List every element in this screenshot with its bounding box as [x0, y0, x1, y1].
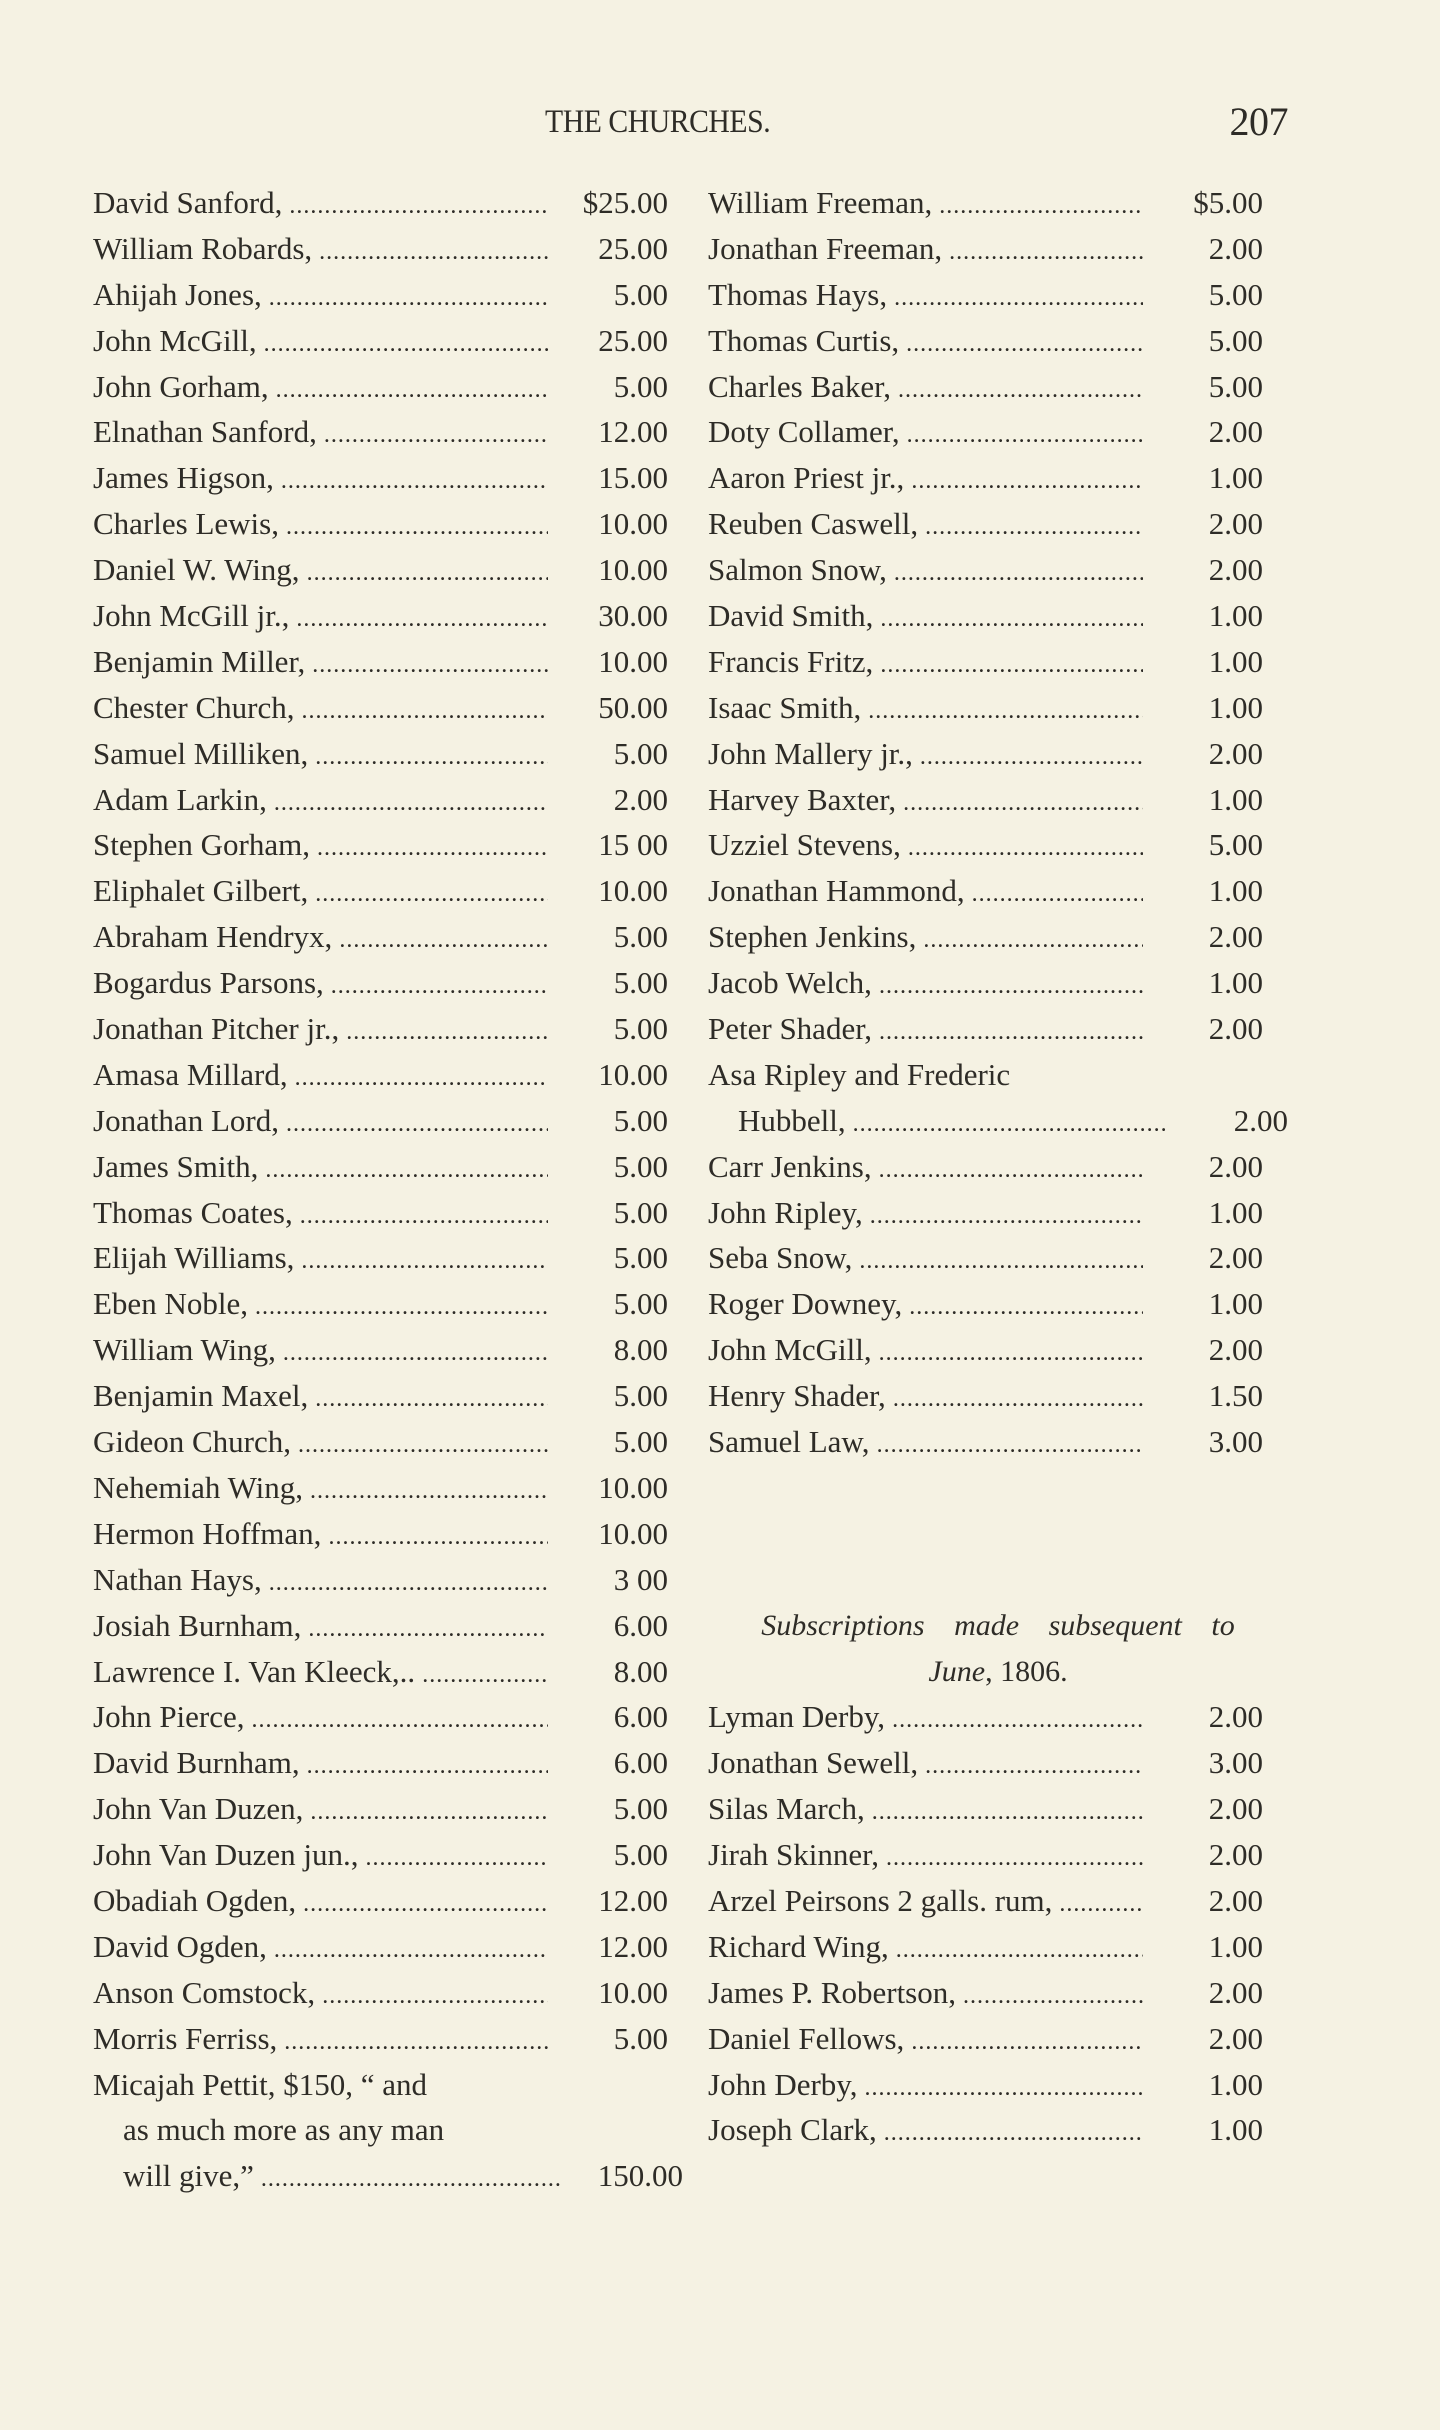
subscriber-name: John Ripley, ..... — [708, 1190, 1143, 1240]
subscription-amount: $25.00 — [582, 185, 668, 220]
subscriber-name: James Higson, ..... — [93, 455, 548, 505]
subscription-amount: 10.00 — [598, 1469, 668, 1505]
subscriber-name: Elijah Williams, ..... — [93, 1235, 548, 1285]
subscription-amount: 50.00 — [598, 689, 668, 725]
subscriber-name: William Freeman, ..... — [708, 180, 1143, 230]
subscriber-name: Henry Shader, ..... — [708, 1373, 1143, 1423]
subscription-amount: 2.00 — [1208, 552, 1263, 588]
subscriber-name: Nathan Hays, ..... — [93, 1557, 548, 1607]
subscription-amount: 5.00 — [1208, 276, 1263, 312]
subscription-amount: 5.00 — [613, 919, 668, 955]
subscriber-name: David Sanford, ..... — [93, 180, 548, 230]
subscription-amount: 2.00 — [1208, 1148, 1263, 1184]
subscription-row — [93, 685, 683, 731]
subscriber-name: Thomas Curtis, ..... — [708, 318, 1143, 368]
subscription-row — [93, 1190, 683, 1236]
subscription-amount: 12.00 — [598, 1928, 668, 1964]
subscription-amount: 12.00 — [598, 414, 668, 450]
right-column — [708, 180, 1288, 2153]
subscriber-name: Doty Collamer, ..... — [708, 409, 1143, 459]
subscription-row — [93, 272, 683, 318]
subscriber-name: David Ogden, ..... — [93, 1924, 548, 1974]
subscriber-name: John McGill, ..... — [708, 1327, 1143, 1377]
subscription-amount: 6.00 — [613, 1607, 668, 1643]
subscriber-name: Francis Fritz, ..... — [708, 639, 1143, 689]
subscriber-name: Chester Church, ..... — [93, 685, 548, 735]
subscription-amount: 5.00 — [1208, 827, 1263, 863]
subscription-row — [93, 1419, 683, 1465]
subscriber-name: John McGill jr., ..... — [93, 593, 548, 643]
subscription-row — [708, 501, 1288, 547]
subscription-row — [708, 822, 1288, 868]
subscription-row — [93, 2153, 683, 2199]
subscription-amount: 10.00 — [598, 552, 668, 588]
subscription-amount: 5.00 — [613, 1837, 668, 1873]
subscription-amount: 5.00 — [613, 1378, 668, 1414]
subscription-amount: 2.00 — [1208, 1332, 1263, 1368]
subscriber-name: Stephen Jenkins, ..... — [708, 914, 1143, 964]
subscription-row — [708, 2062, 1288, 2108]
subscriber-name: Peter Shader, ..... — [708, 1006, 1143, 1056]
subscription-row — [708, 1190, 1288, 1236]
subsequent-subscription-list — [708, 1694, 1288, 2153]
subscription-row — [93, 777, 683, 823]
subscription-row — [708, 960, 1288, 1006]
subscription-amount: 3 00 — [613, 1561, 668, 1597]
subscription-row — [708, 364, 1288, 410]
right-subscription-list — [708, 180, 1288, 1465]
subscriber-name: Arzel Peirsons 2 galls. rum, ..... — [708, 1878, 1143, 1928]
subscriber-name: John Van Duzen jun., ..... — [93, 1832, 548, 1882]
subscriber-name: Benjamin Miller, ..... — [93, 639, 548, 689]
subscription-amount: 1.00 — [1208, 598, 1263, 634]
heading-year: , 1806. — [985, 1654, 1068, 1688]
subscription-amount: 1.00 — [1208, 643, 1263, 679]
subscriber-name: Carr Jenkins, ..... — [708, 1144, 1143, 1194]
subscriber-name: Richard Wing, ..... — [708, 1924, 1143, 1974]
subscription-row — [708, 868, 1288, 914]
subscription-amount: 25.00 — [598, 322, 668, 358]
subscription-row — [93, 1144, 683, 1190]
subscriber-name: Salmon Snow, ..... — [708, 547, 1143, 597]
subscription-amount: 15 00 — [598, 827, 668, 863]
subscriber-name: Seba Snow, ..... — [708, 1235, 1143, 1285]
subscription-row — [93, 1281, 683, 1327]
subscription-row — [708, 318, 1288, 364]
subscriber-name: Abraham Hendryx, ..... — [93, 914, 548, 964]
subscription-amount: 5.00 — [1208, 368, 1263, 404]
subscription-row — [93, 547, 683, 593]
subscription-amount: 2.00 — [1208, 1791, 1263, 1827]
subscription-amount: 5.00 — [613, 735, 668, 771]
subscriber-name: Gideon Church, ..... — [93, 1419, 548, 1469]
subscription-amount: 2.00 — [1208, 735, 1263, 771]
subscriber-name: Roger Downey, ..... — [708, 1281, 1143, 1331]
subscriber-name: Jonathan Lord, ..... — [93, 1098, 548, 1148]
subscription-row — [708, 1281, 1288, 1327]
subscription-row — [93, 1235, 683, 1281]
subsequent-heading: Subscriptions made subsequent to — [761, 1608, 1235, 1642]
subscription-row — [93, 1832, 683, 1878]
subscription-row — [708, 593, 1288, 639]
subscription-row — [708, 1144, 1288, 1190]
subscription-amount: 2.00 — [1208, 1011, 1263, 1047]
subscriber-name: Stephen Gorham, ..... — [93, 822, 548, 872]
subscriber-name: Silas March, ..... — [708, 1786, 1143, 1836]
subscription-row — [93, 1603, 683, 1649]
subscription-row — [93, 593, 683, 639]
subscription-row — [93, 1006, 683, 1052]
subscriber-name: Jirah Skinner, ..... — [708, 1832, 1143, 1882]
subscription-row — [93, 1098, 683, 1144]
subscription-row — [93, 1924, 683, 1970]
subscriber-name: Isaac Smith, ..... — [708, 685, 1143, 735]
subscription-amount: 2.00 — [1208, 919, 1263, 955]
subscriber-name: Thomas Coates, ..... — [93, 1190, 548, 1240]
subscriber-name: Amasa Millard, ..... — [93, 1052, 548, 1102]
subscription-row — [708, 731, 1288, 777]
subscription-row — [93, 1557, 683, 1603]
subscription-row — [708, 1419, 1288, 1465]
subscription-amount: 5.00 — [613, 1286, 668, 1322]
subscription-row — [93, 1649, 683, 1695]
subscriber-name: Daniel W. Wing, ..... — [93, 547, 548, 597]
subscription-amount: 5.00 — [613, 276, 668, 312]
subscription-amount: 1.00 — [1208, 965, 1263, 1001]
subscription-amount: 12.00 — [598, 1882, 668, 1918]
subscriber-name: Josiah Burnham, ..... — [93, 1603, 548, 1653]
subscription-amount: 2.00 — [1208, 1974, 1263, 2010]
subscriber-name: James P. Robertson, ..... — [708, 1970, 1143, 2020]
subscriber-name: Adam Larkin, ..... — [93, 777, 548, 827]
subscription-amount: 5.00 — [613, 1011, 668, 1047]
subscriber-name: Harvey Baxter, ..... — [708, 777, 1143, 827]
subscription-amount: 2.00 — [1208, 1240, 1263, 1276]
subscription-row — [708, 1006, 1288, 1052]
subscriber-name: Daniel Fellows, ..... — [708, 2016, 1143, 2066]
subscription-amount: 10.00 — [598, 1056, 668, 1092]
subscription-row — [93, 1786, 683, 1832]
subscription-row — [708, 1052, 1288, 1098]
subsequent-heading-date — [708, 1649, 1288, 1695]
subscription-row — [93, 960, 683, 1006]
subscriber-name: Jonathan Hammond, ..... — [708, 868, 1143, 918]
subscription-row — [708, 639, 1288, 685]
subscription-row — [708, 1694, 1288, 1740]
subscription-amount: 2.00 — [1208, 1699, 1263, 1735]
subscription-row — [708, 409, 1288, 455]
subscription-amount: 2.00 — [1208, 414, 1263, 450]
subscription-amount: 5.00 — [613, 1148, 668, 1184]
subscriber-name: David Smith, ..... — [708, 593, 1143, 643]
subscription-row — [93, 731, 683, 777]
subscriber-name: James Smith, ..... — [93, 1144, 548, 1194]
subscription-amount: 2.00 — [1208, 230, 1263, 266]
subscription-row — [93, 1465, 683, 1511]
subscription-amount: 8.00 — [613, 1653, 668, 1689]
subscriber-name: John McGill, ..... — [93, 318, 548, 368]
subscription-amount: 1.00 — [1208, 2066, 1263, 2102]
subscription-row — [93, 914, 683, 960]
subscription-row — [708, 1235, 1288, 1281]
subscriber-name: Samuel Milliken, ..... — [93, 731, 548, 781]
subscription-row — [93, 1970, 683, 2016]
subscription-row — [93, 2107, 683, 2153]
subscription-row — [708, 1740, 1288, 1786]
subscription-amount: 2.00 — [1208, 1837, 1263, 1873]
subscription-amount: 3.00 — [1208, 1745, 1263, 1781]
subscriber-name: Charles Lewis, ..... — [93, 501, 548, 551]
subscription-row — [708, 1327, 1288, 1373]
subscription-row — [93, 1694, 683, 1740]
subscription-row — [93, 868, 683, 914]
subscriber-name: Joseph Clark, ..... — [708, 2107, 1143, 2157]
subscription-amount: 1.00 — [1208, 873, 1263, 909]
subscription-amount: 8.00 — [613, 1332, 668, 1368]
subscription-amount: 1.00 — [1208, 689, 1263, 725]
subscription-row — [93, 455, 683, 501]
subscription-amount: 1.00 — [1208, 460, 1263, 496]
spacer — [708, 1465, 1288, 1603]
subscription-row — [708, 272, 1288, 318]
subscription-row — [93, 2016, 683, 2062]
subscriber-name: William Wing, ..... — [93, 1327, 548, 1377]
subscription-amount: 5.00 — [613, 1240, 668, 1276]
running-head: THE CHURCHES. — [545, 104, 771, 140]
subscription-row — [708, 1970, 1288, 2016]
subscriber-name: Hermon Hoffman, ..... — [93, 1511, 548, 1561]
subscriber-name: Asa Ripley and Frederic — [708, 1056, 1011, 1092]
subscription-row — [708, 2016, 1288, 2062]
subscription-row — [93, 1878, 683, 1924]
subscription-amount: 5.00 — [613, 368, 668, 404]
subscription-amount: 10.00 — [598, 873, 668, 909]
subscription-amount: 5.00 — [613, 1424, 668, 1460]
subscription-amount: 1.00 — [1208, 781, 1263, 817]
subscription-row — [708, 1098, 1288, 1144]
subscriber-name: Lawrence I. Van Kleeck,.. ..... — [93, 1649, 548, 1699]
subscription-row — [93, 226, 683, 272]
subscriber-name: will give,” ..... — [93, 2153, 563, 2203]
subscription-amount: 10.00 — [598, 506, 668, 542]
subscriber-name: John Pierce, ..... — [93, 1694, 548, 1744]
subscription-row — [708, 914, 1288, 960]
subscriber-name: John Derby, ..... — [708, 2062, 1143, 2112]
subscriber-name: Bogardus Parsons, ..... — [93, 960, 548, 1010]
subscriber-name: Samuel Law, ..... — [708, 1419, 1143, 1469]
subscription-amount: 5.00 — [1208, 322, 1263, 358]
subscriber-name: John Van Duzen, ..... — [93, 1786, 548, 1836]
subscription-row — [708, 547, 1288, 593]
subscription-row — [708, 2107, 1288, 2153]
subscription-amount: 15.00 — [598, 460, 668, 496]
subscription-amount: 5.00 — [613, 1194, 668, 1230]
subscriber-name: Charles Baker, ..... — [708, 364, 1143, 414]
subscriber-name: Micajah Pettit, $150, “ and — [93, 2066, 428, 2102]
subscription-row — [93, 639, 683, 685]
subscription-row — [708, 685, 1288, 731]
subscriber-name: Jonathan Freeman, ..... — [708, 226, 1143, 276]
page-number: 207 — [1229, 99, 1288, 144]
subscriber-name: Ahijah Jones, ..... — [93, 272, 548, 322]
subscriber-name: John Gorham, ..... — [93, 364, 548, 414]
subscription-row — [708, 1878, 1288, 1924]
subscription-row — [708, 1373, 1288, 1419]
subscription-row — [93, 409, 683, 455]
subscription-row — [93, 822, 683, 868]
subscription-amount: 1.00 — [1208, 1286, 1263, 1322]
subscriber-name: William Robards, ..... — [93, 226, 548, 276]
subscription-row — [708, 226, 1288, 272]
subscription-amount: 1.50 — [1208, 1378, 1263, 1414]
subscriber-name: Obadiah Ogden, ..... — [93, 1878, 548, 1928]
subscription-row — [93, 364, 683, 410]
subscription-amount: 2.00 — [1233, 1102, 1288, 1138]
subscriber-name: Eliphalet Gilbert, ..... — [93, 868, 548, 918]
subscription-row — [93, 2062, 683, 2108]
subscriber-name: Reuben Caswell, ..... — [708, 501, 1143, 551]
subscription-row — [93, 1052, 683, 1098]
subscription-row — [93, 501, 683, 547]
subscription-amount: 150.00 — [597, 2158, 683, 2194]
heading-month: June — [928, 1654, 986, 1688]
subscription-amount: 10.00 — [598, 1974, 668, 2010]
subscription-amount: 6.00 — [613, 1745, 668, 1781]
subscriber-name: Elnathan Sanford, ..... — [93, 409, 548, 459]
subscription-amount: 5.00 — [613, 1791, 668, 1827]
subscriber-name: David Burnham, ..... — [93, 1740, 548, 1790]
subscriber-name: Aaron Priest jr., ..... — [708, 455, 1143, 505]
subscription-amount: 3.00 — [1208, 1424, 1263, 1460]
subscription-row — [93, 1740, 683, 1786]
subscription-amount: 1.00 — [1208, 1194, 1263, 1230]
subscriber-name: Morris Ferriss, ..... — [93, 2016, 548, 2066]
subscription-row — [93, 318, 683, 364]
subscription-row — [708, 180, 1288, 226]
subscription-row — [708, 777, 1288, 823]
subscriber-name: Jonathan Sewell, ..... — [708, 1740, 1143, 1790]
subscriber-name: Lyman Derby, ..... — [708, 1694, 1143, 1744]
subscription-row — [93, 1327, 683, 1373]
subscriber-name: Nehemiah Wing, ..... — [93, 1465, 548, 1515]
subscription-amount: 25.00 — [598, 230, 668, 266]
subscription-row — [708, 1832, 1288, 1878]
subscriber-name: John Mallery jr., ..... — [708, 731, 1143, 781]
subscriber-name: Hubbell, ..... — [708, 1098, 1168, 1148]
subscription-row — [93, 1511, 683, 1557]
subscriber-name: Jacob Welch, ..... — [708, 960, 1143, 1010]
subscription-amount: 1.00 — [1208, 1928, 1263, 1964]
subscription-amount: 5.00 — [613, 965, 668, 1001]
subscription-amount: 2.00 — [1208, 2020, 1263, 2056]
subscriber-name: as much more as any man — [123, 2112, 445, 2148]
subscription-amount: 2.00 — [1208, 506, 1263, 542]
subscriber-name: Anson Comstock, ..... — [93, 1970, 548, 2020]
subscription-row — [93, 1373, 683, 1419]
subscription-amount: 2.00 — [613, 781, 668, 817]
subscription-amount: 6.00 — [613, 1699, 668, 1735]
subscription-amount: $5.00 — [1193, 185, 1263, 220]
subscriber-name: Uzziel Stevens, ..... — [708, 822, 1143, 872]
subscription-row — [93, 180, 683, 226]
subscription-amount: 1.00 — [1208, 2112, 1263, 2148]
subscription-row — [708, 455, 1288, 501]
subscriber-name: Jonathan Pitcher jr., ..... — [93, 1006, 548, 1056]
subscription-row — [708, 1786, 1288, 1832]
subscription-row — [708, 1924, 1288, 1970]
left-subscription-list — [93, 180, 683, 2199]
subscriber-name: Thomas Hays, ..... — [708, 272, 1143, 322]
subscription-amount: 2.00 — [1208, 1882, 1263, 1918]
subscriber-name: Benjamin Maxel, ..... — [93, 1373, 548, 1423]
subscription-amount: 30.00 — [598, 598, 668, 634]
subscription-amount: 5.00 — [613, 2020, 668, 2056]
subscriber-name: Eben Noble, ..... — [93, 1281, 548, 1331]
subscription-amount: 5.00 — [613, 1102, 668, 1138]
subscription-amount: 10.00 — [598, 643, 668, 679]
subscription-amount: 10.00 — [598, 1515, 668, 1551]
